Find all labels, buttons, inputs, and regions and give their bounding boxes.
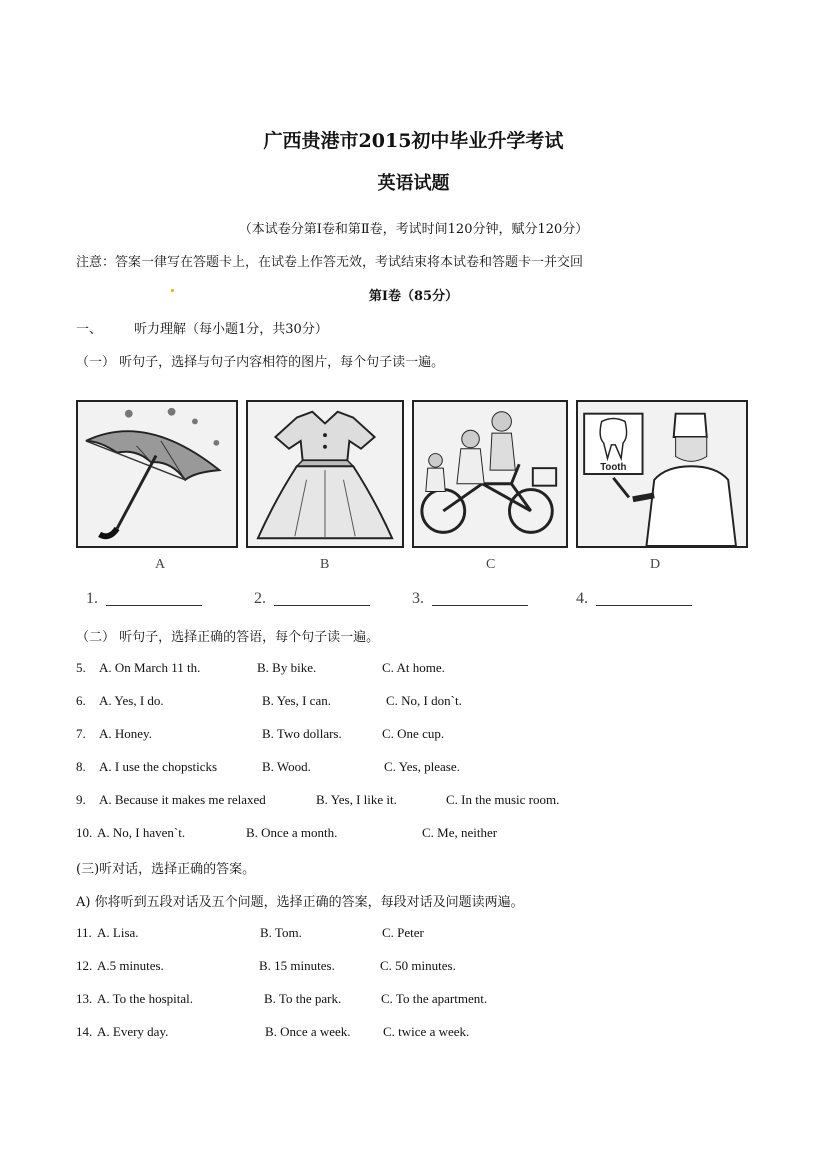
answer-blank-3[interactable] [412, 590, 528, 608]
section3a-instruction: A) 你将听到五段对话及五个问题，选择正确的答案，每段对话及问题读两遍。 [76, 895, 524, 910]
option-a: A. Every day. [97, 1024, 169, 1039]
question-number: 11. [76, 925, 92, 940]
option-c: C. No, I don`t. [386, 693, 462, 708]
option-b: B. By bike. [257, 660, 317, 675]
option-c: C. At home. [382, 660, 445, 675]
section1-instruction: （一） 听句子，选择与句子内容相符的图片，每个句子读一遍。 [76, 355, 445, 370]
part1-heading: 听力理解（每小题1分，共30分） [134, 322, 328, 337]
picture-label-d: D [650, 557, 661, 572]
section3-instruction: (三)听对话，选择正确的答案。 [76, 862, 256, 877]
option-a: A.5 minutes. [97, 958, 164, 973]
sign-text: Tooth [600, 462, 627, 474]
blank-number: 1. [86, 590, 98, 607]
option-a: A. No, I haven`t. [97, 825, 186, 840]
option-c: C. Peter [382, 925, 424, 940]
question-number: 9. [76, 792, 86, 807]
blank-number: 3. [412, 590, 424, 607]
family-bicycle-icon [412, 400, 568, 548]
volume-heading: 第Ⅰ卷（85分） [368, 289, 459, 304]
exam-info: （本试卷分第Ⅰ卷和第Ⅱ卷，考试时间120分钟，赋分120分） [238, 222, 589, 237]
answer-blank-1[interactable] [86, 590, 202, 608]
option-b: B. Yes, I like it. [316, 792, 397, 807]
picture-label-b: B [320, 557, 330, 572]
option-c: C. Me, neither [422, 825, 498, 840]
option-b: B. Wood. [262, 759, 311, 774]
blank-number: 2. [254, 590, 266, 607]
option-b: B. Once a month. [246, 825, 338, 840]
question-number: 6. [76, 693, 86, 708]
question-number: 10. [76, 825, 93, 840]
option-c: C. In the music room. [446, 792, 560, 807]
option-a: A. Because it makes me relaxed [99, 792, 266, 807]
dress-icon [246, 400, 404, 548]
option-b: B. 15 minutes. [259, 958, 335, 973]
option-b: B. Yes, I can. [262, 693, 331, 708]
question-number: 14. [76, 1024, 93, 1039]
exam-title: 广西贵港市2015初中毕业升学考试 [263, 130, 564, 152]
question-number: 8. [76, 759, 86, 774]
blank-number: 4. [576, 590, 588, 607]
dentist-icon [576, 400, 748, 548]
option-b: B. To the park. [264, 991, 342, 1006]
option-b: B. Two dollars. [262, 726, 342, 741]
option-c: C. twice a week. [383, 1024, 470, 1039]
option-a: A. Honey. [99, 726, 152, 741]
option-c: C. To the apartment. [381, 991, 488, 1006]
question-number: 5. [76, 660, 86, 675]
option-c: C. 50 minutes. [380, 958, 456, 973]
section2-instruction: （二） 听句子，选择正确的答语，每个句子读一遍。 [76, 630, 380, 645]
option-c: C. One cup. [382, 726, 445, 741]
option-a: A. To the hospital. [97, 991, 193, 1006]
option-a: A. Lisa. [97, 925, 139, 940]
question-number: 13. [76, 991, 93, 1006]
option-c: C. Yes, please. [384, 759, 460, 774]
picture-label-a: A [155, 557, 166, 572]
answer-blank-4[interactable] [576, 590, 692, 608]
option-a: A. I use the chopsticks [99, 759, 218, 774]
option-a: A. On March 11 th. [99, 660, 201, 675]
picture-row [76, 392, 748, 558]
notice-text: 注意：答案一律写在答题卡上，在试卷上作答无效，考试结束将本试卷和答题卡一并交回 [76, 255, 584, 270]
exam-subtitle: 英语试题 [377, 173, 450, 194]
answer-blank-2[interactable] [254, 590, 370, 608]
option-b: B. Tom. [260, 925, 302, 940]
picture-label-c: C [486, 557, 496, 572]
option-b: B. Once a week. [265, 1024, 351, 1039]
question-number: 7. [76, 726, 86, 741]
question-number: 12. [76, 958, 93, 973]
option-a: A. Yes, I do. [99, 693, 164, 708]
umbrella-icon [76, 400, 238, 548]
part1-number: 一、 [76, 322, 103, 337]
